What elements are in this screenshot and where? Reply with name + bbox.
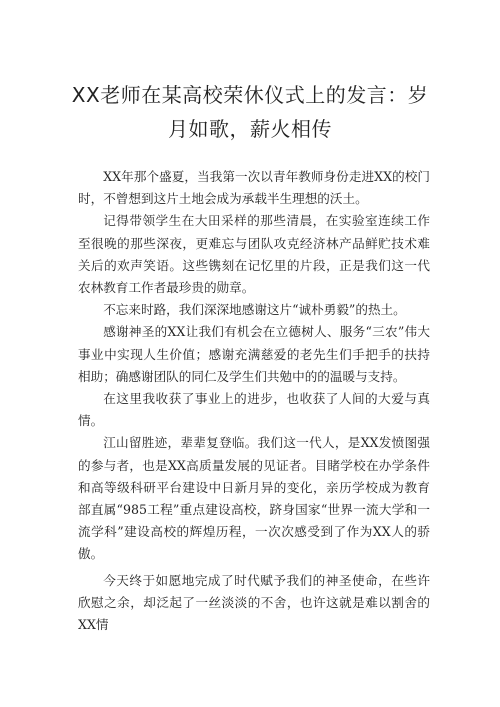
paragraph-5: 在这里我收获了事业上的进步，也收获了人间的大爱与真情。 (78, 391, 430, 429)
paragraph-2: 记得带领学生在大田采样的那些清晨，在实验室连续工作至很晚的那些深夜，更难忘与团队攻克经济林产品鲜贮技术难关后的欢声笑语。这些镌刻在记忆里的片段，正是我们这一代农林教育工作者最珍贵的勋章。 (78, 213, 430, 296)
paragraph-7: 今天终于如愿地完成了时代赋予我们的神圣使命，在些许欣慰之余，却泛起了一丝淡淡的不舍，也许这就是难以割舍的XX情 (78, 572, 430, 633)
paragraph-4: 感谢神圣的XX让我们有机会在立德树人、服务“三农”伟大事业中实现人生价值；感谢充满慈爱的老先生们手把手的扶持相助；确感谢团队的同仁及学生们共勉中的的温暖与支持。 (78, 324, 430, 384)
paragraph-1: XX年那个盛夏，当我第一次以青年教师身份走进XX的校门时，不曾想到这片土地会成为承载半生理想的沃土。 (78, 169, 430, 207)
paragraph-6: 江山留胜迹，辈辈复登临。我们这一代人，是XX发愤图强的参与者，也是XX高质量发展的见证者。目睹学校在办学条件和高等级科研平台建设中日新月异的变化，亲历学校成为教育部直属“985工程”重点建设高校，跻身国家“世界一流大学和一流学科”建设高校的辉煌历程，一次次感受到了作为XX人的骄傲。 (78, 435, 430, 562)
document-body (78, 166, 430, 636)
document-title: XX老师在某高校荣休仪式上的发言：岁月如歌，薪火相传 (71, 83, 429, 141)
paragraph-3: 不忘来时路，我们深深地感谢这片“诚朴勇毅”的热土。 (103, 302, 406, 318)
